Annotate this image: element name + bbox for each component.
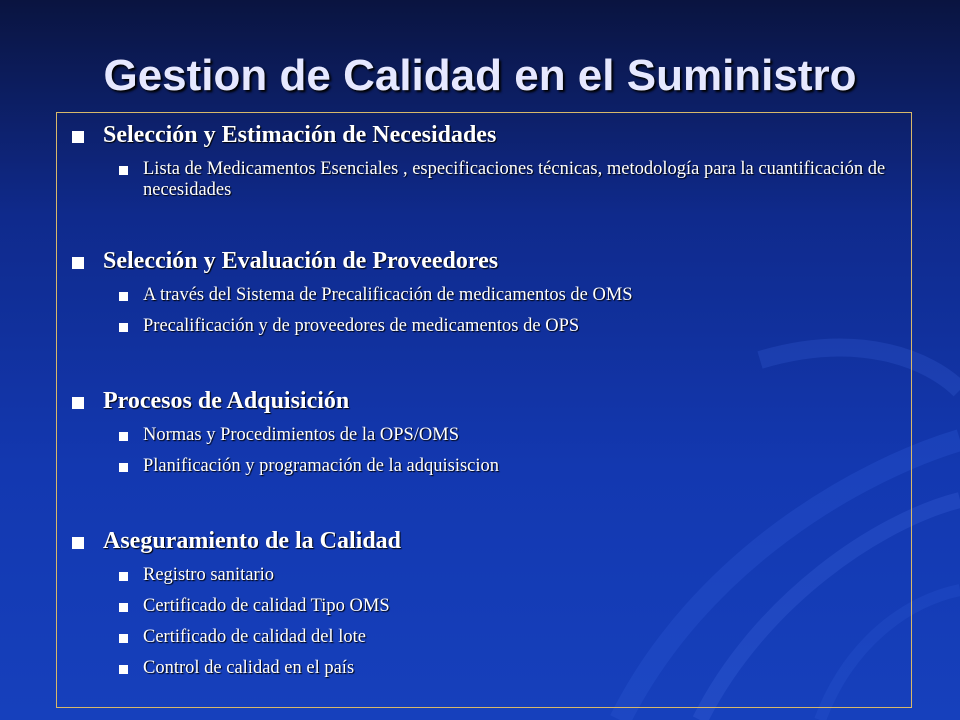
content-box — [56, 112, 912, 708]
square-bullet-icon — [72, 397, 84, 409]
list-item — [57, 316, 913, 337]
list-item-text: Lista de Medicamentos Esenciales , especificaciones técnicas, metodología para la cuantificación de necesidades — [143, 159, 886, 200]
square-bullet-icon — [119, 166, 128, 175]
square-bullet-icon — [119, 463, 128, 472]
list-item-text: Registro sanitario — [143, 565, 275, 585]
square-bullet-icon — [119, 603, 128, 612]
list-item — [57, 456, 913, 477]
list-item — [57, 159, 913, 201]
section-heading — [57, 387, 913, 415]
square-bullet-icon — [119, 665, 128, 674]
section-heading-text: Aseguramiento de la Calidad — [103, 528, 402, 554]
section-heading — [57, 527, 913, 555]
list-item — [57, 627, 913, 648]
list-item — [57, 565, 913, 586]
list-item-text: Precalificación y de proveedores de medicamentos de OPS — [143, 316, 580, 336]
list-item-text: Certificado de calidad del lote — [143, 627, 366, 647]
list-item — [57, 658, 913, 679]
list-item — [57, 285, 913, 306]
square-bullet-icon — [119, 634, 128, 643]
section-aseguramiento-calidad — [57, 527, 913, 679]
list-item-text: A través del Sistema de Precalificación de medicamentos de OMS — [143, 285, 633, 305]
section-heading-text: Procesos de Adquisición — [103, 388, 350, 414]
square-bullet-icon — [72, 537, 84, 549]
square-bullet-icon — [119, 432, 128, 441]
section-heading — [57, 121, 913, 149]
section-heading-text: Selección y Evaluación de Proveedores — [103, 248, 499, 274]
section-heading — [57, 247, 913, 275]
section-heading-text: Selección y Estimación de Necesidades — [103, 122, 497, 148]
list-item-text: Certificado de calidad Tipo OMS — [143, 596, 390, 616]
section-seleccion-proveedores — [57, 247, 913, 337]
list-item-text: Planificación y programación de la adquisiscion — [143, 456, 500, 476]
list-item — [57, 596, 913, 617]
section-seleccion-estimacion — [57, 121, 913, 201]
slide-title: Gestion de Calidad en el Suministro — [103, 51, 857, 100]
square-bullet-icon — [119, 323, 128, 332]
list-item-text: Normas y Procedimientos de la OPS/OMS — [143, 425, 460, 445]
square-bullet-icon — [72, 131, 84, 143]
section-procesos-adquisicion — [57, 387, 913, 477]
square-bullet-icon — [119, 292, 128, 301]
list-item-text: Control de calidad en el país — [143, 658, 355, 678]
square-bullet-icon — [119, 572, 128, 581]
list-item — [57, 425, 913, 446]
square-bullet-icon — [72, 257, 84, 269]
